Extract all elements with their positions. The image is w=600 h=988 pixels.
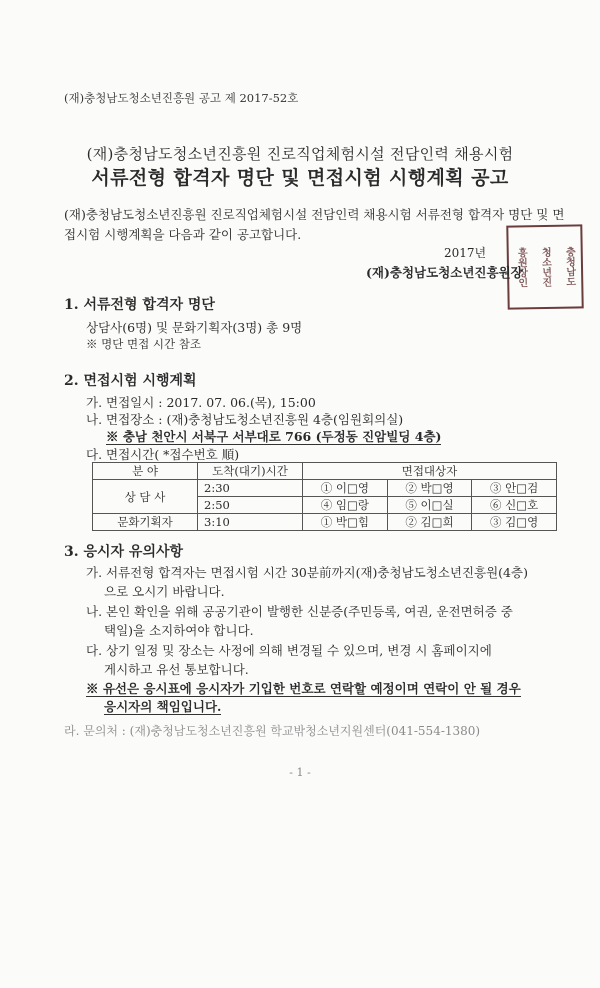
cell-candidate: ⑥ 신□호 (472, 497, 557, 514)
notice-item-ga-line1: 가. 서류전형 합격자는 면접시험 시간 30분前까지(재)충청남도청소년진흥원(4층) (86, 565, 528, 580)
notice-item-da-line1: 다. 상기 일정 및 장소는 사정에 의해 변경될 수 있으며, 변경 시 홈페이지에 (86, 643, 492, 658)
cell-time: 3:10 (198, 514, 303, 531)
header-field: 분 야 (93, 463, 198, 480)
page-number: - 1 - (289, 766, 311, 779)
contact-info: 라. 문의처 : (재)충청남도청소년진흥원 학교밖청소년지원센터(041-554-1380) (64, 724, 481, 738)
seal-column: 충청남도 (563, 246, 575, 287)
interview-time-heading: 다. 면접시간( *접수번호 順) (86, 447, 240, 462)
section1-heading: 1. 서류전형 합격자 명단 (64, 297, 215, 313)
contact-note-line1-text: ※ 유선은 응시표에 응시자가 기입한 번호로 연락할 예정이며 연락이 안 될 경우 (86, 681, 521, 696)
cell-field: 문화기획자 (93, 514, 198, 531)
title-line-1: (재)충청남도청소년진흥원 진로직업체험시설 전담인력 채용시험 (86, 145, 514, 163)
issuer-name: (재)충청남도청소년진흥원장 (366, 265, 523, 280)
cell-time: 2:50 (198, 497, 303, 514)
seal-column: 청소년진 (539, 246, 551, 288)
notice-date: 2017년 (444, 246, 487, 260)
section2-heading: 2. 면접시험 시행계획 (64, 373, 197, 389)
intro-paragraph: (재)충청남도청소년진흥원 진로직업체험시설 전담인력 채용시험 서류전형 합격자 명단 및 면접시험 시행계획을 다음과 같이 공고합니다. (64, 207, 565, 242)
interview-address-text: ※ 충남 천안시 서북구 서부대로 766 (두정동 진암빌딩 4층) (106, 429, 442, 444)
notice-item-na-line2: 택일)을 소지하여야 합니다. (104, 623, 254, 638)
interview-datetime: 가. 면접일시 : 2017. 07. 06.(목), 15:00 (86, 395, 316, 410)
cell-field: 상 담 사 (93, 480, 198, 514)
cell-candidate: ④ 임□랑 (303, 497, 388, 514)
section1-line: 상담사(6명) 및 문화기획자(3명) 총 9명 (86, 320, 303, 335)
header-time: 도착(대기)시간 (198, 463, 303, 480)
table-header-row (93, 463, 557, 480)
notice-number: (재)충청남도청소년진흥원 공고 제 2017-52호 (64, 91, 299, 105)
contact-note-line2-text: 응시자의 책임입니다. (104, 699, 222, 714)
cell-candidate: ① 이□영 (303, 480, 388, 497)
contact-note-line1 (86, 679, 521, 697)
cell-candidate: ① 박□힘 (303, 514, 388, 531)
header-candidates: 면접대상자 (303, 463, 557, 480)
table-row (93, 514, 557, 531)
interview-address (106, 427, 441, 445)
notice-item-ga-line2: 으로 오시기 바랍니다. (104, 584, 225, 599)
interview-location: 나. 면접장소 : (재)충청남도청소년진흥원 4층(임원회의실) (86, 412, 404, 427)
cell-candidate: ② 김□희 (387, 514, 472, 531)
section1-note: ※ 명단 면접 시간 참조 (86, 337, 201, 351)
cell-candidate: ③ 김□영 (472, 514, 557, 531)
notice-item-na-line1: 나. 본인 확인을 위해 공공기관이 발행한 신분증(주민등록, 여권, 운전면허증 중 (86, 604, 513, 619)
title-line-2: 서류전형 합격자 명단 및 면접시험 시행계획 공고 (91, 167, 509, 189)
cell-candidate: ② 박□영 (387, 480, 472, 497)
cell-candidate: ③ 안□검 (472, 480, 557, 497)
notice-item-da-line2: 게시하고 유선 통보합니다. (104, 662, 249, 677)
interview-schedule-table (92, 462, 557, 531)
seal-column: 흥원장인 (515, 247, 527, 288)
section3-heading: 3. 응시자 유의사항 (64, 544, 184, 560)
table-row (93, 480, 557, 497)
cell-time: 2:30 (198, 480, 303, 497)
contact-note-line2 (104, 697, 221, 715)
cell-candidate: ⑤ 이□실 (387, 497, 472, 514)
